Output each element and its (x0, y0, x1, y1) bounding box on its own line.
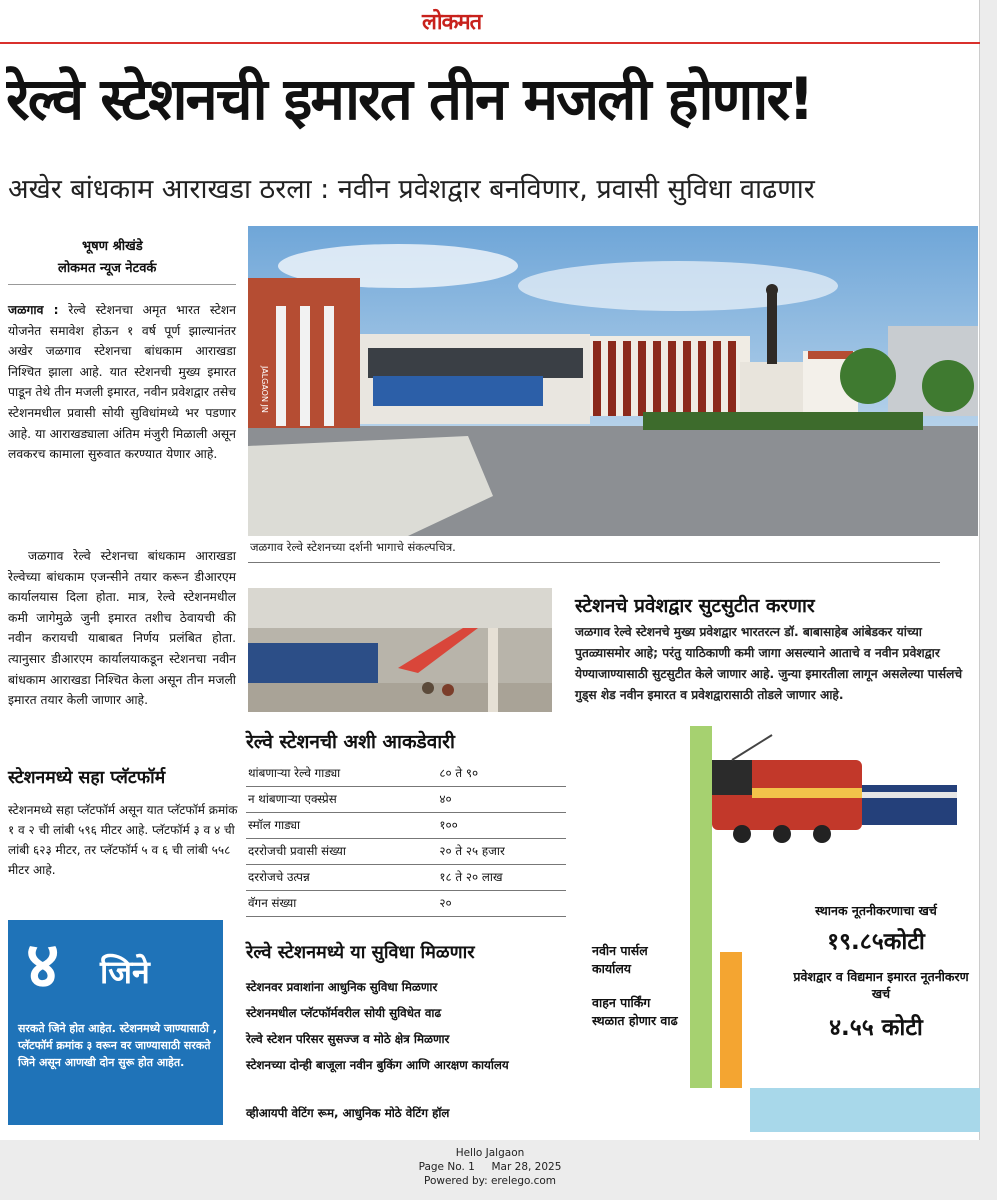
article-dateline: जळगाव : (8, 303, 59, 317)
facility-item: स्टेशनच्या दोन्ही बाजूला नवीन बुकिंग आणि आरक्षण कार्यालय (246, 1058, 509, 1072)
footer-powered-by: Powered by: erelego.com (423, 1175, 557, 1187)
entrance-title: स्टेशनचे प्रवेशद्वार सुटसुटीत करणार (575, 595, 815, 617)
photo-caption: जळगाव रेल्वे स्टेशनच्या दर्शनी भागाचे संकल्पचित्र. (250, 540, 456, 554)
station-rendering-photo (248, 226, 978, 536)
stats-value: २० (411, 890, 566, 916)
stats-label: न थांबणाऱ्या एक्स्प्रेस (246, 786, 411, 812)
platforms-heading: स्टेशनमध्ये सहा प्लॅटफॉर्म (8, 768, 166, 788)
station-rendering-illustration (248, 226, 978, 536)
elevator-count: ४ (26, 929, 60, 1003)
station-cost-bar (690, 726, 712, 1088)
platform-illustration (248, 588, 552, 712)
elevator-infobox (8, 920, 223, 1125)
station-cost-label: स्थानक नूतनीकरणाचा खर्च (815, 903, 937, 918)
station-sign: JALGAON JN (260, 366, 269, 413)
stats-row (246, 838, 566, 864)
byline-network: लोकमत न्यूज नेटवर्क (58, 261, 157, 276)
locomotive-illustration (712, 730, 962, 850)
stats-value: १८ ते २० लाख (411, 864, 566, 890)
stats-label: दररोजचे उत्पन्न (246, 864, 411, 890)
platforms-text: स्टेशनमध्ये सहा प्लॅटफॉर्म असून यात प्लॅटफॉर्म क्रमांक १ व २ ची लांबी ५९६ मीटर आहे. प्लॅटफॉर्म ३ व ४ ची लांबी ६२३ मीटर, तर प्लॅटफॉर्म ५ व ६ ची लांबी ५५८ मीटर आहे. (8, 803, 238, 877)
page-footer (0, 1146, 980, 1188)
facilities-title: रेल्वे स्टेशनमध्ये या सुविधा मिळणार (246, 942, 475, 963)
stats-label: वॅगन संख्या (246, 890, 411, 916)
lokmat-logo: लोकमत (422, 9, 482, 35)
elevator-label: जिने (100, 953, 150, 991)
stats-label: स्मॉल गाड्या (246, 812, 411, 838)
platform-photo (248, 588, 552, 712)
stats-row (246, 890, 566, 916)
masthead (0, 0, 980, 44)
stats-label: दररोजची प्रवासी संख्या (246, 838, 411, 864)
byline-author: भूषण श्रीखंडे (82, 239, 143, 254)
byline-divider (8, 284, 236, 285)
facility-item: व्हीआयपी वेटिंग रूम, आधुनिक मोठे वेटिंग हॉल (246, 1106, 450, 1120)
entrance-cost-label: प्रवेशद्वार व विद्यमान इमारत नूतनीकरण खर्च (793, 969, 969, 1001)
stats-row (246, 760, 566, 786)
stats-value: ४० (411, 786, 566, 812)
facility-item: स्टेशनवर प्रवाशांना आधुनिक सुविधा मिळणार (246, 980, 438, 994)
parcel-office-label: नवीन पार्सल कार्यालय (592, 943, 648, 976)
stats-title: रेल्वे स्टेशनची अशी आकडेवारी (246, 731, 455, 753)
stats-value: १०० (411, 812, 566, 838)
stats-row (246, 812, 566, 838)
headline: रेल्वे स्टेशनची इमारत तीन मजली होणार! (6, 65, 813, 133)
facility-item: रेल्वे स्टेशन परिसर सुसज्ज व मोठे क्षेत्र मिळणार (246, 1032, 450, 1046)
stats-label: थांबणाऱ्या रेल्वे गाड्या (246, 760, 411, 786)
article-paragraph-2: जळगाव रेल्वे स्टेशनचा बांधकाम आराखडा रेल्वेच्या बांधकाम एजन्सीने तयार करून डीआरएम कार्यालयास दिला होता. मात्र, रेल्वे स्टेशनमधील कमी जागेमुळे जुनी इमारत तशीच ठेवायची की नवीन करायची याबाबत निर्णय प्रलंबित होता. त्यानुसार डीआरएम कार्यालयाकडून स्टेशनचा नवीन बांधकाम आराखडा निश्चित केला असून तीन मजली इमारत तयार केली जाणार आहे. (8, 549, 236, 708)
article-paragraph-1 (8, 300, 236, 465)
stats-row (246, 786, 566, 812)
stats-value: २० ते २५ हजार (411, 838, 566, 864)
entrance-text: जळगाव रेल्वे स्टेशनचे मुख्य प्रवेशद्वार भारतरत्न डॉ. बाबासाहेब आंबेडकर यांच्या पुतळ्यासमोर आहे; परंतु याठिकाणी कमी जागा असल्याने आताचे व नवीन प्रवेशद्वार येण्याजाण्यासाठी सुटसुटीत केले जाणार आहे. जुन्या इमारतीला लागून असलेल्या पार्सलचे गुड्स शेड नवीन इमारत व प्रवेशद्वारासाठी तोडले जाणार आहे. (575, 625, 963, 702)
elevator-text: सरकते जिने होत आहेत. स्टेशनमध्ये जाण्यासाठी , प्लॅटफॉर्म क्रमांक ३ वरून वर जाण्यासाठी सरकते जिने असून आणखी दोन सुरू होत आहेत. (18, 1022, 217, 1069)
stats-value: ८० ते ९० (411, 760, 566, 786)
footer-page-date: Page No. 1 Mar 28, 2025 (418, 1161, 562, 1173)
footer-edition: Hello Jalgaon (455, 1147, 525, 1159)
entrance-cost-bar (720, 952, 742, 1088)
stats-row (246, 864, 566, 890)
station-cost-value: १९.८५कोटी (827, 929, 925, 955)
caption-divider (248, 562, 940, 563)
subheadline: अखेर बांधकाम आराखडा ठरला : नवीन प्रवेशद्वार बनविणार, प्रवासी सुविधा वाढणार (8, 174, 815, 205)
graphic-strip (750, 1088, 980, 1132)
article-paragraph-1-text: रेल्वे स्टेशनचा अमृत भारत स्टेशन योजनेत समावेश होऊन १ वर्ष पूर्ण झाल्यानंतर अखेर जळगाव स्टेशनचा बांधकाम आराखडा निश्चित झाला आहे. यात स्टेशनची मुख्य इमारत पाडून तेथे तीन मजली इमारत, नवीन प्रवेशद्वार तसेच स्टेशनमधील प्रवासी सोयी सुविधांमध्ये भर पडणार आहे. या आराखड्याला अंतिम मंजुरी मिळाली असून लवकरच कामाला सुरुवात करण्यात येणार आहे. (8, 303, 236, 462)
parking-label: वाहन पार्किंग स्थळात होणार वाढ (592, 995, 678, 1028)
entrance-cost-value: ४.५५ कोटी (829, 1015, 923, 1041)
stats-table (246, 760, 566, 917)
facility-item: स्टेशनमधील प्लॅटफॉर्मवरील सोयी सुविधेत वाढ (246, 1006, 442, 1020)
